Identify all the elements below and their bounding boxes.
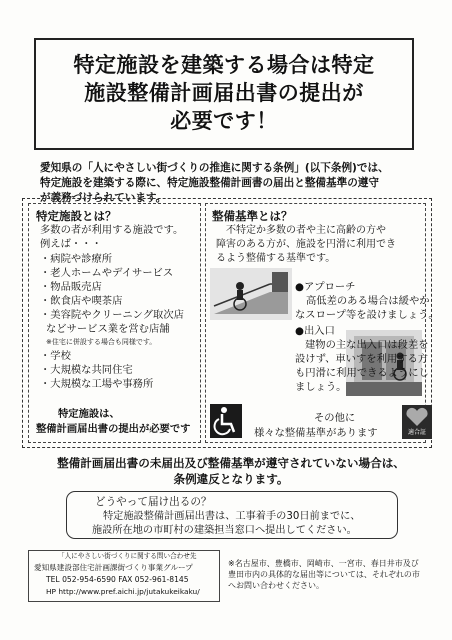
right-desc-1: 不特定か多数の者や主に高齢の方や <box>226 225 386 236</box>
contact-line-2: 愛知県建設部住宅計画課街づくり事業グループ <box>34 563 193 572</box>
facility-item-7: ・学校 <box>40 350 71 362</box>
left-summary-1: 特定施設は、 <box>58 408 120 420</box>
facility-item-8: ・大規模な共同住宅 <box>40 364 133 376</box>
warning-line-1: 整備計画届出書の未届出及び整備基準が遵守されていない場合は、 <box>57 456 405 470</box>
note-line-1: ※名古屋市、豊橋市、岡崎市、一宮市、春日井市及び <box>228 559 419 568</box>
note-text <box>228 558 428 591</box>
left-heading: 特定施設とは？ <box>36 209 117 223</box>
entrance-text-4: ましょう。 <box>295 381 347 393</box>
contact-line-3: TEL 052-954-6590 FAX 052-961-8145 <box>46 575 189 584</box>
left-desc-1: 多数の者が利用する施設です。 <box>40 224 184 236</box>
approach-text-1: 高低差のある場合は緩やか <box>306 295 430 307</box>
facility-item-3: ・物品販売店 <box>40 281 102 293</box>
approach-illustration <box>210 268 292 320</box>
right-desc-2: 障害のある方が、施設を円滑に利用でき <box>216 239 396 250</box>
title-line-1: 特定施設を建築する場合は特定 <box>73 53 375 77</box>
entrance-text-2: 設けず、車いすを利用する方 <box>295 353 429 365</box>
intro-line-2: 特定施設を建築する際に、特定施設整備計画書の届出と整備基準の遵守 <box>40 177 379 189</box>
title-line-2: 施設整備計画届出書の提出が <box>84 81 364 105</box>
badge-label: 適合証 <box>407 429 426 436</box>
note-line-3: へお問い合わせください。 <box>228 581 324 590</box>
note-line-2: 豊田市内の具体的な届出等については、それぞれの市 <box>228 570 420 579</box>
left-summary-2: 整備計画届出書の提出が必要です <box>36 423 191 435</box>
facility-item-4: ・飲食店や喫茶店 <box>40 295 123 307</box>
title-line-3: 必要です！ <box>170 109 278 133</box>
how-question: どうやって届け出るの？ <box>95 496 212 508</box>
intro-line-3: が義務づけられています。 <box>40 192 167 204</box>
warning-text <box>36 455 426 487</box>
contact-line-4[interactable]: HP http://www.pref.aichi.jp/jutakukeikaku/ <box>46 587 200 596</box>
warning-line-2: 条例違反となります。 <box>173 472 289 486</box>
wheelchair-icon <box>210 404 242 438</box>
how-line-2: 施設所在地の市町村の建築担当窓口へ提出してください。 <box>92 525 357 536</box>
heart-badge-icon <box>402 405 432 439</box>
approach-heading: ●アプローチ <box>295 281 356 293</box>
other-text-1: その他に <box>314 412 356 424</box>
facility-item-2: ・老人ホームやデイサービス <box>40 267 174 279</box>
contact-line-1: 「人にやさしい街づくりに関する問い合わせ先 <box>58 552 197 560</box>
facility-item-5: ・美容院やクリーニング取次店 <box>40 309 184 321</box>
how-line-1: 特定施設整備計画届出書は、工事着手の30日前までに、 <box>103 511 361 522</box>
entrance-text-3: も円滑に利用できるようにし <box>295 367 429 379</box>
title-box <box>34 38 414 150</box>
right-heading: 整備基準とは？ <box>212 209 293 223</box>
facility-note: ※住宅に併設する場合も同様です。 <box>46 338 157 346</box>
approach-text-2: なスロープ等を設けましょう。 <box>295 309 439 321</box>
entrance-text-1: 建物の主な出入口は段差を <box>305 339 429 351</box>
intro-line-1: 愛知県の「人にやさしい街づくりの推進に関する条例」(以下条例)では、 <box>40 162 389 174</box>
facility-item-1: ・病院や診療所 <box>40 253 113 265</box>
facility-item-6: などサービス業を営む店舗 <box>46 323 170 335</box>
other-text-2: 様々な整備基準があります <box>254 427 378 439</box>
right-desc-3: るよう整備する基準です。 <box>216 253 336 264</box>
left-desc-2: 例えば・・・ <box>40 238 102 250</box>
facility-item-9: ・大規模な工場や事務所 <box>40 378 154 390</box>
entrance-heading: ●出入口 <box>295 325 335 337</box>
